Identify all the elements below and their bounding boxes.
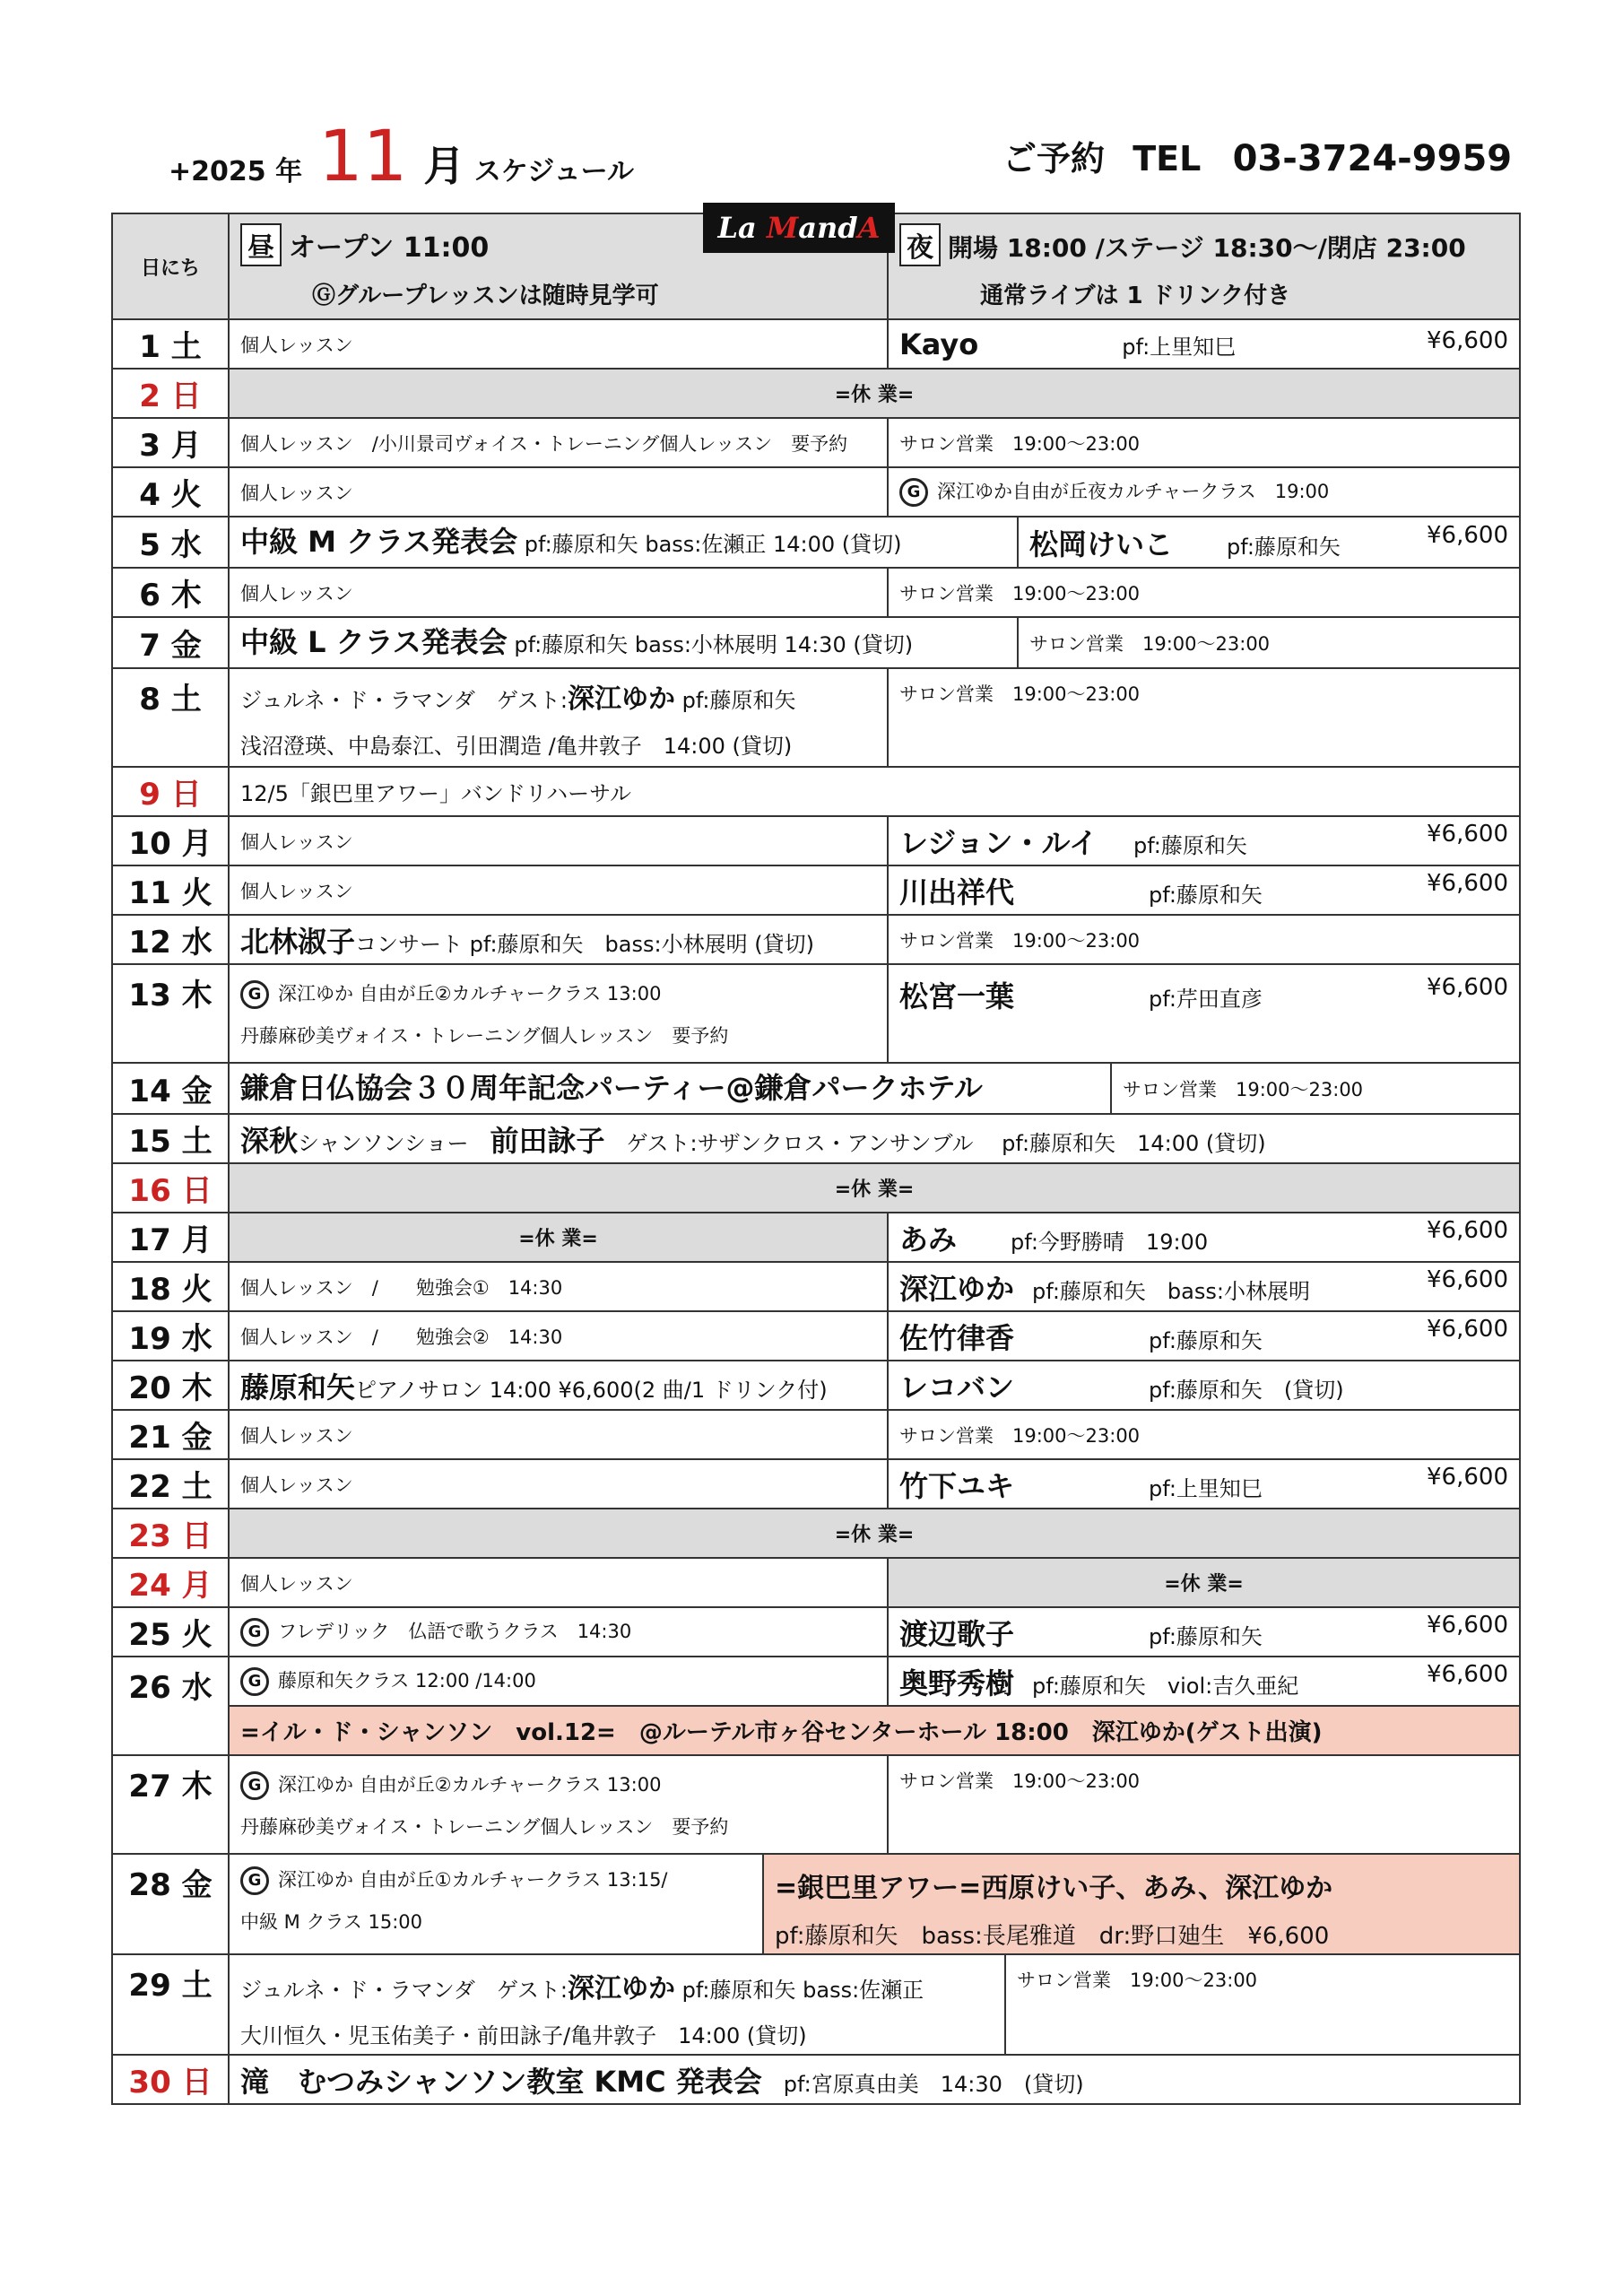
- table-row: 2 日 =休 業=: [112, 369, 1520, 418]
- table-row: 24 月 個人レッスン =休 業=: [112, 1558, 1520, 1607]
- schedule-title: スケジュール: [473, 156, 634, 187]
- table-row: 14 金 鎌倉日仏協会３０周年記念パーティー@鎌倉パークホテル サロン営業 19:00～23:00: [112, 1063, 1520, 1114]
- table-row: 25 火 G フレデリック 仏語で歌うクラス 14:30 渡辺歌子 pf:藤原和矢 ¥6,600: [112, 1607, 1520, 1657]
- table-row: 19 水 個人レッスン / 勉強会② 14:30 佐竹律香 pf:藤原和矢 ¥6,600: [112, 1311, 1520, 1361]
- table-row: 12 水 北林淑子コンサート pf:藤原和矢 bass:小林展明 (貸切) サロン営業 19:00～23:00: [112, 915, 1520, 964]
- table-row: 27 木 G 深江ゆか 自由が丘②カルチャークラス 13:00 丹藤麻砂美ヴォイス・トレーニング個人レッスン 要予約 サロン営業 19:00～23:00: [112, 1755, 1520, 1854]
- g-class-icon: G: [240, 1866, 269, 1895]
- table-row: 30 日 滝 むつみシャンソン教室 KMC 発表会 pf:宮原真由美 14:30 (貸切): [112, 2055, 1520, 2104]
- tel-label: TEL: [1133, 139, 1202, 178]
- table-row: 6 木 個人レッスン サロン営業 19:00～23:00: [112, 568, 1520, 617]
- table-row: 1 土 個人レッスン Kayo pf:上里知巳 ¥6,600: [112, 319, 1520, 369]
- table-row: 10 月 個人レッスン レジョン・ルイ pf:藤原和矢 ¥6,600: [112, 816, 1520, 865]
- noon-header: 昼 オープン 11:00 Ⓖグループレッスンは随時見学可: [229, 213, 888, 319]
- table-row: 28 金 G 深江ゆか 自由が丘①カルチャークラス 13:15/ 中級 M クラス 15:00 =銀巴里アワー=西原けい子、あみ、深江ゆか pf:藤原和矢 bass:長尾雅道 dr:野口廸生 ¥6,600: [112, 1854, 1520, 1954]
- g-class-icon: G: [240, 1618, 269, 1647]
- reserve-label: ご予約: [1002, 139, 1106, 178]
- g-class-icon: G: [240, 1667, 269, 1696]
- page-header: [0, 106, 1623, 196]
- phone-number[interactable]: 03-3724-9959: [1232, 138, 1513, 179]
- table-row: 11 火 個人レッスン 川出祥代 pf:藤原和矢 ¥6,600: [112, 865, 1520, 915]
- night-header: 夜 開場 18:00 /ステージ 18:30～/閉店 23:00 通常ライブは 1 ドリンク付き: [888, 213, 1520, 319]
- table-row: 3 月 個人レッスン /小川景司ヴォイス・トレーニング個人レッスン 要予約 サロン営業 19:00～23:00: [112, 418, 1520, 467]
- g-class-icon: G: [899, 478, 928, 507]
- table-row: 18 火 個人レッスン / 勉強会① 14:30 深江ゆか pf:藤原和矢 bass:小林展明 ¥6,600: [112, 1262, 1520, 1311]
- table-row: 17 月 =休 業= あみ pf:今野勝晴 19:00 ¥6,600: [112, 1213, 1520, 1262]
- la-manda-logo: La MandA: [703, 203, 895, 253]
- title-block: [169, 117, 634, 197]
- month: 11: [318, 117, 408, 197]
- table-row: 15 土 深秋シャンソンショー 前田詠子 ゲスト:サザンクロス・アンサンブル pf:藤原和矢 14:00 (貸切): [112, 1114, 1520, 1163]
- table-row: 26 水 G 藤原和矢クラス 12:00 /14:00 奥野秀樹 pf:藤原和矢 viol:吉久亜紀 ¥6,600: [112, 1657, 1520, 1706]
- table-row-event: [112, 1706, 1520, 1755]
- table-row: 29 土 ジュルネ・ド・ラマンダ ゲスト:深江ゆか pf:藤原和矢 bass:佐瀬正 大川恒久・児玉佑美子・前田詠子/亀井敦子 14:00 (貸切) サロン営業 19:00～23:00: [112, 1954, 1520, 2055]
- table-row: 20 木 藤原和矢ピアノサロン 14:00 ¥6,600(2 曲/1 ドリンク付) レコバン pf:藤原和矢 (貸切): [112, 1361, 1520, 1410]
- table-row: 9 日 12/5「銀巴里アワー」バンドリハーサル: [112, 767, 1520, 816]
- table-row: 23 日 =休 業=: [112, 1509, 1520, 1558]
- reservation-block: [1002, 131, 1512, 180]
- table-row: 16 日 =休 業=: [112, 1163, 1520, 1213]
- noon-icon: 昼: [240, 223, 282, 266]
- table-row: 5 水 中級 M クラス発表会 pf:藤原和矢 bass:佐瀬正 14:00 (貸切) 松岡けいこ pf:藤原和矢 ¥6,600: [112, 517, 1520, 568]
- month-suffix: 月: [423, 142, 465, 190]
- schedule-table: [111, 213, 1521, 2105]
- day-column-header: 日にち: [112, 213, 229, 319]
- table-row: 22 土 個人レッスン 竹下ユキ pf:上里知巳 ¥6,600: [112, 1459, 1520, 1509]
- table-row: 13 木 G 深江ゆか 自由が丘②カルチャークラス 13:00 丹藤麻砂美ヴォイス・トレーニング個人レッスン 要予約 松宮一葉 pf:芹田直彦 ¥6,600: [112, 964, 1520, 1063]
- table-row: 8 土 ジュルネ・ド・ラマンダ ゲスト:深江ゆか pf:藤原和矢 浅沼澄瑛、中島泰江、引田潤造 /亀井敦子 14:00 (貸切) サロン営業 19:00～23:00: [112, 668, 1520, 767]
- table-row: 7 金 中級 L クラス発表会 pf:藤原和矢 bass:小林展明 14:30 (貸切) サロン営業 19:00～23:00: [112, 617, 1520, 668]
- table-row: 4 火 個人レッスン G 深江ゆか自由が丘夜カルチャークラス 19:00: [112, 467, 1520, 517]
- g-class-icon: G: [240, 1771, 269, 1800]
- year: +2025 年: [169, 156, 303, 187]
- table-row: 21 金 個人レッスン サロン営業 19:00～23:00: [112, 1410, 1520, 1459]
- special-event: =イル・ド・シャンソン vol.12= @ルーテル市ヶ谷センターホール 18:00 深江ゆか(ゲスト出演): [229, 1706, 1520, 1755]
- night-icon: 夜: [899, 223, 941, 266]
- g-class-icon: G: [240, 980, 269, 1009]
